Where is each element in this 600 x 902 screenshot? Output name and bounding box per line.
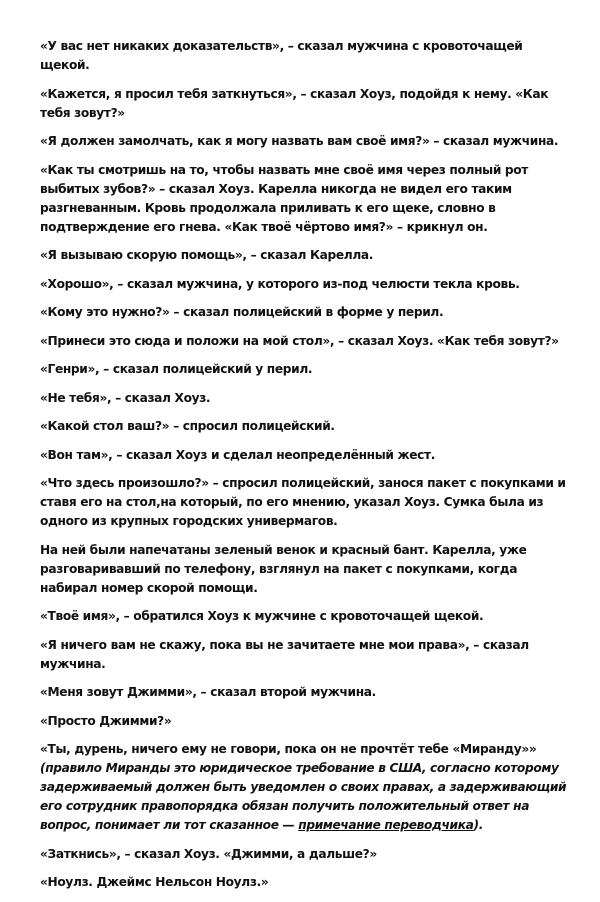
- paragraph: «Твоё имя», – обратился Хоуз к мужчине с кровоточащей щекой.: [40, 609, 484, 623]
- translator-note: [40, 761, 566, 832]
- paragraph: «Как ты смотришь на то, чтобы назвать мне своё имя через полный рот выбитых зубов?» – сказал Хоуз. Карелла никогда не видел его таким разгневанным. Кровь продолжала приливать к его щеке, словно в подтверждение его гнева. «Как твоё чёртово имя?» – крикнул он.: [40, 162, 529, 234]
- paragraph: «У вас нет никаких доказательств», – сказал мужчина с кровоточащей щекой.: [40, 39, 523, 72]
- paragraph: «Просто Джимми?»: [40, 713, 172, 728]
- paragraph: «Не тебя», – сказал Хоуз.: [40, 390, 211, 405]
- document-page: [40, 37, 570, 902]
- paragraph: На ней были напечатаны зеленый венок и красный бант. Карелла, уже разговаривавший по телефону, взглянул на пакет с покупками, когда набирал номер скорой помощи.: [40, 542, 527, 595]
- paragraph: «Я вызываю скорую помощь», – сказал Карелла.: [40, 248, 374, 262]
- translator-note-close: ).: [473, 818, 484, 832]
- paragraph: «Меня зовут Джимми», – сказал второй мужчина.: [40, 685, 376, 699]
- paragraph: «Кажется, я просил тебя заткнуться», – сказал Хоуз, подойдя к нему. «Как тебя зовут?»: [40, 86, 549, 120]
- translator-note-text: (правило Миранды это юридическое требование в США, согласно которому задерживаемый должен быть уведомлен о своих правах, а задерживающий его сотрудник правопорядка обязан получить положительный ответ на вопрос, понимает ли тот сказанное —: [40, 761, 567, 832]
- paragraph: «Генри», – сказал полицейский у перил.: [40, 362, 313, 376]
- dialogue-text: «Ты, дурень, ничего ему не говори, пока он не прочтёт тебе «Миранду»»: [40, 742, 537, 756]
- paragraph: «Я ничего вам не скажу, пока вы не зачитаете мне мои права», – сказал мужчина.: [40, 637, 529, 671]
- paragraph: «Принеси это сюда и положи на мой стол», – сказал Хоуз. «Как тебя зовут?»: [40, 333, 559, 348]
- paragraph: «Какой стол ваш?» – спросил полицейский.: [40, 419, 335, 433]
- paragraph: «Ноулз. Джеймс Нельсон Ноулз.»: [40, 875, 269, 889]
- miranda-paragraph: [40, 740, 570, 835]
- paragraph: «Заткнись», – сказал Хоуз. «Джимми, а дальше?»: [40, 846, 377, 861]
- translator-note-link[interactable]: примечание переводчика: [298, 818, 474, 832]
- paragraph: «Я должен замолчать, как я могу назвать вам своё имя?» – сказал мужчина.: [40, 134, 559, 148]
- paragraph: «Хорошо», – сказал мужчина, у которого из-под челюсти текла кровь.: [40, 276, 520, 291]
- paragraph: «Кому это нужно?» – сказал полицейский в форме у перил.: [40, 305, 444, 319]
- paragraph: «Что здесь произошло?» – спросил полицейский, занося пакет с покупками и ставя его на стол,на который, по его мнению, указал Хоуз. Сумка была из одного из крупных городских универмагов.: [40, 476, 566, 528]
- paragraph: «Вон там», – сказал Хоуз и сделал неопределённый жест.: [40, 447, 436, 462]
